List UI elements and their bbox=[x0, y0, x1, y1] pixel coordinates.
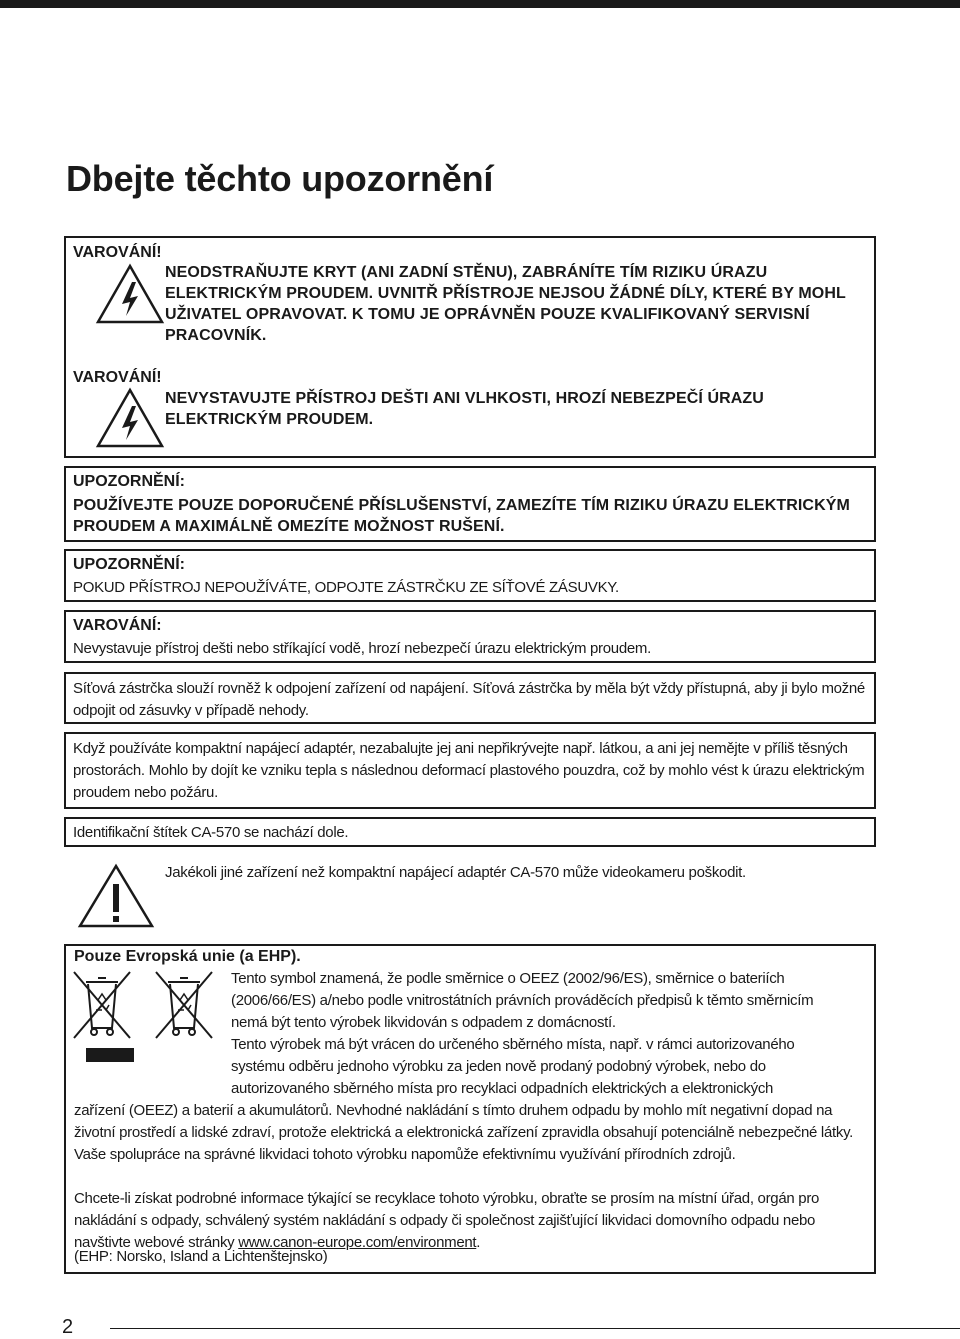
canon-environment-link[interactable]: www.canon-europe.com/environment bbox=[238, 1234, 477, 1251]
eu-p3-text: Chcete-li získat podrobné informace týkající se recyklace tohoto výrobku, obraťte se prosím na místní úřad, orgán pro nakládání s odpady, schválený systém nakládání s odpady či společnost zajišťující likvidaci domovního odpadu nebo navštivte webové stránky bbox=[74, 1190, 820, 1251]
exclamation-warning-icon bbox=[76, 862, 156, 930]
warning-label-rain: VAROVÁNÍ: bbox=[73, 617, 162, 634]
electric-shock-warning-icon bbox=[94, 262, 166, 326]
info-box-plug bbox=[64, 672, 876, 724]
info-text-plug: Síťová zástrčka slouží rovněž k odpojení zařízení od napájení. Síťová zástrčka by měla být vždy přístupná, aby ji bylo možné odpojit od zásuvky v případě nehody. bbox=[73, 680, 865, 719]
eu-p1-line1: Tento symbol znamená, že podle směrnice o OEEZ (2002/96/ES), směrnice o bateriích bbox=[231, 970, 785, 987]
caution-label-unplug: UPOZORNĚNÍ: bbox=[73, 556, 185, 573]
caution-text-accessories: POUŽÍVEJTE POUZE DOPORUČENÉ PŘÍSLUŠENSTVÍ, ZAMEZÍTE TÍM RIZIKU ÚRAZU ELEKTRICKÝM PROUDEM A MAXIMÁLNĚ OMEZÍTE MOŽNOST RUŠENÍ. bbox=[73, 497, 850, 535]
caution-text-unplug: POKUD PŘÍSTROJ NEPOUŽÍVÁTE, ODPOJTE ZÁSTRČKU ZE SÍŤOVÉ ZÁSUVKY. bbox=[73, 579, 619, 596]
footer-rule bbox=[110, 1328, 960, 1329]
page-title: Dbejte těchto upozornění bbox=[66, 158, 494, 199]
page-number: 2 bbox=[62, 1316, 74, 1338]
black-bar-symbol bbox=[86, 1048, 134, 1062]
warning-label-2: VAROVÁNÍ! bbox=[73, 369, 162, 386]
warning-text-1: NEODSTRAŇUJTE KRYT (ANI ZADNÍ STĚNU), ZABRÁNÍTE TÍM RIZIKU ÚRAZU ELEKTRICKÝM PROUDEM. UVNITŘ PŘÍSTROJE NEJSOU ŽÁDNÉ DÍLY, KTERÉ BY MOHL UŽIVATEL OPRAVOVAT. K TOMU JE OPRÁVNĚN POUZE KVALIFIKOVANÝ SERVISNÍ PRACOVNÍK. bbox=[165, 264, 846, 344]
eu-p2-line3: autorizovaného sběrného místa pro recyklaci odpadních elektrických a elektronických bbox=[231, 1080, 774, 1097]
eu-p1-line3: nemá být tento výrobek likvidován s odpadem z domácností. bbox=[231, 1014, 616, 1031]
crossed-out-bin-battery-icon bbox=[150, 966, 218, 1042]
eu-p3 bbox=[74, 1188, 870, 1254]
eu-p2-line2: systému odběru jednoho výrobku za jeden nově prodaný podobný výrobek, nebo do bbox=[231, 1058, 766, 1075]
info-text-label: Identifikační štítek CA-570 se nachází dole. bbox=[73, 824, 349, 841]
crossed-out-bin-icon bbox=[68, 966, 136, 1042]
eu-p1-line2: (2006/66/ES) a/nebo podle vnitrostátních právních prováděcích předpisů k těmto směrnicím bbox=[231, 992, 814, 1009]
info-text-adapter: Když používáte kompaktní napájecí adaptér, nezabalujte jej ani nepřikrývejte např. látkou, a ani jej nemějte v příliš těsných prostorách. Mohlo by dojít ke vzniku tepla s následnou deformací plastového pouzdra, což by mohlo vést k úrazu elektrickým proudem nebo požáru. bbox=[73, 740, 865, 801]
caution-label-accessories: UPOZORNĚNÍ: bbox=[73, 473, 185, 490]
caution-box-unplug bbox=[64, 549, 876, 602]
top-black-bar bbox=[0, 0, 960, 8]
eu-p2-rest: zařízení (OEEZ) a baterií a akumulátorů. Nevhodné nakládání s tímto druhem odpadu by mohlo mít negativní dopad na životní prostředí a lidské zdraví, protože elektrická a elektronická zařízení zpravidla obsahují potenciálně nebezpečné látky. Vaše spolupráce na správné likvidaci tohoto výrobku napomůže efektivnímu využívání přírodních zdrojů. bbox=[74, 1102, 854, 1163]
eu-p3-end: . bbox=[476, 1234, 481, 1251]
info-box-label bbox=[64, 817, 876, 847]
eu-title: Pouze Evropská unie (a EHP). bbox=[74, 948, 301, 965]
electric-shock-warning-icon-2 bbox=[94, 386, 166, 450]
warning-box-shock bbox=[64, 236, 876, 458]
eu-p2-line1: Tento výrobek má být vrácen do určeného sběrného místa, např. v rámci autorizovaného bbox=[231, 1036, 795, 1053]
warning-text-rain: Nevystavuje přístroj dešti nebo stříkající vodě, hrozí nebezpečí úrazu elektrickým proudem. bbox=[73, 640, 651, 657]
eu-p4: (EHP: Norsko, Island a Lichtenštejnsko) bbox=[74, 1248, 328, 1265]
warning-label-1: VAROVÁNÍ! bbox=[73, 244, 162, 261]
warning-box-rain bbox=[64, 610, 876, 663]
warning-text-2: NEVYSTAVUJTE PŘÍSTROJ DEŠTI ANI VLHKOSTI, HROZÍ NEBEZPEČÍ ÚRAZU ELEKTRICKÝM PROUDEM. bbox=[165, 390, 764, 428]
info-box-adapter bbox=[64, 732, 876, 809]
caution-text-adapter: Jakékoli jiné zařízení než kompaktní napájecí adaptér CA-570 může videokameru poškodit. bbox=[165, 864, 746, 881]
eu-disposal-box bbox=[64, 944, 876, 1274]
caution-box-accessories bbox=[64, 466, 876, 542]
